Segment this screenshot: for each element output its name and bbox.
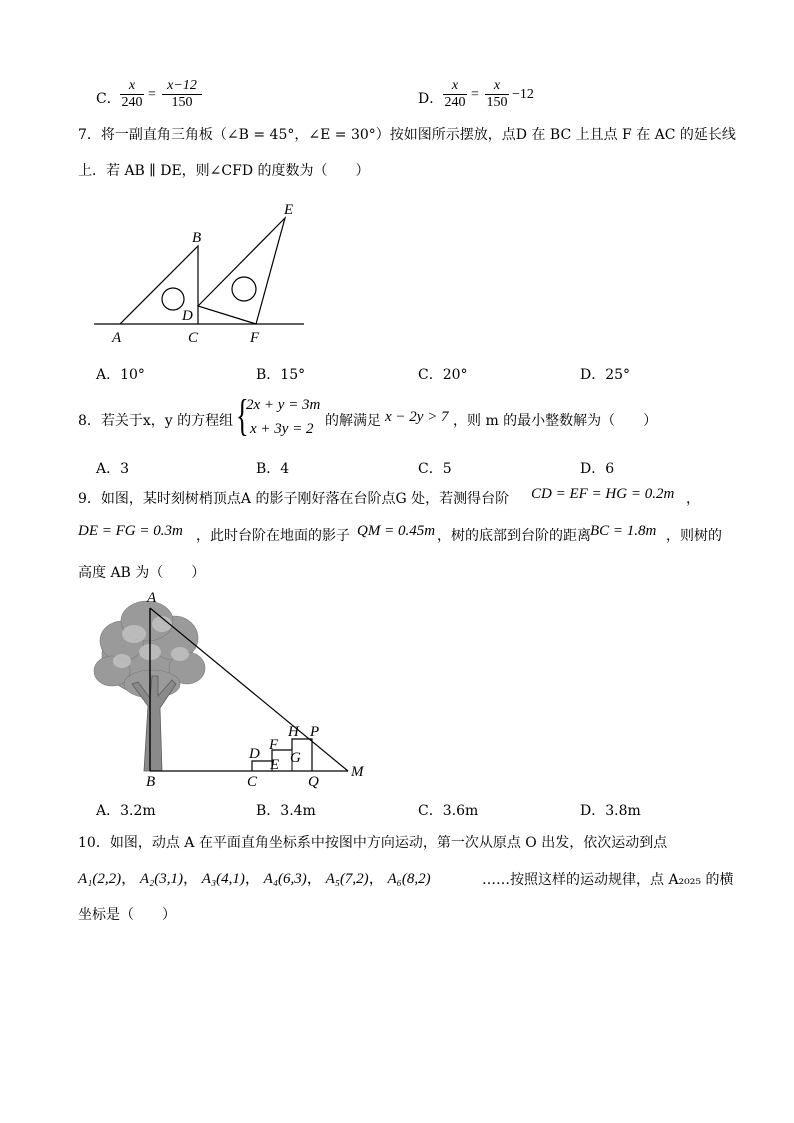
question-text: ，则树的 xyxy=(666,528,722,544)
label-a: A xyxy=(147,590,157,606)
option-d: D．3.8m xyxy=(580,803,641,819)
question-text: 高度 AB 为（ ） xyxy=(78,565,206,581)
separator: ， xyxy=(306,871,322,887)
separator: ， xyxy=(368,871,384,887)
point: A₄(6,3) xyxy=(263,871,307,887)
tree-shadow-figure xyxy=(92,586,377,796)
option-a: A．3.2m xyxy=(96,803,156,819)
math-term: −12 xyxy=(512,87,534,102)
option-c: C．20° xyxy=(418,367,468,383)
equals-sign: = xyxy=(471,87,479,102)
label-d: D xyxy=(182,308,193,324)
label-d: D xyxy=(249,746,260,762)
option-d: D．6 xyxy=(580,461,615,477)
point: A₆(8,2) xyxy=(387,871,431,887)
fraction xyxy=(162,78,202,111)
triangle-set-figure xyxy=(88,196,308,346)
label-f: F xyxy=(250,330,260,346)
label-b: B xyxy=(192,230,202,246)
label-c: C xyxy=(247,774,258,790)
label-q: Q xyxy=(308,774,319,790)
equation-2: x + 3y = 2 xyxy=(250,421,314,437)
separator: ， xyxy=(121,871,137,887)
option-b: B．4 xyxy=(256,461,290,477)
denominator: 150 xyxy=(486,95,508,110)
equals-sign: = xyxy=(148,87,156,102)
steps xyxy=(252,739,312,771)
question-text: 10．如图，动点 A 在平面直角坐标系中按图中方向运动，第一次从原点 O 出发，依次运动到点 xyxy=(78,835,668,851)
question-text: 的解满足 xyxy=(325,413,381,429)
label-e: E xyxy=(284,202,294,218)
brace: { xyxy=(236,391,249,440)
tree-trunk xyxy=(132,676,176,771)
denominator: 240 xyxy=(444,95,466,110)
option-label: D． xyxy=(418,91,444,107)
option-c: C．5 xyxy=(418,461,452,477)
point: A₁(2,2) xyxy=(78,871,122,887)
question-text: ， xyxy=(686,491,700,507)
label-f: F xyxy=(269,737,279,753)
question-text: ，此时台阶在地面的影子 xyxy=(196,528,350,544)
option-a: A．3 xyxy=(96,461,130,477)
fraction xyxy=(443,78,467,111)
condition: x − 2y > 7 xyxy=(385,409,449,425)
numerator: x−12 xyxy=(167,78,197,93)
math-expression: QM = 0.45m xyxy=(357,523,436,539)
question-text: 9．如图，某时刻树梢顶点A 的影子刚好落在台阶点G 处，若测得台阶 xyxy=(78,491,510,507)
option-a: A．10° xyxy=(96,367,145,383)
denominator: 240 xyxy=(121,95,143,110)
option-b: B．3.4m xyxy=(256,803,316,819)
label-p: P xyxy=(310,724,320,740)
math-expression: DE = FG = 0.3m xyxy=(78,523,183,539)
question-text: 7．将一副直角三角板（∠B = 45°，∠E = 30°）按如图所示摆放，点D 在 BC 上且点 F 在 AC 的延长线 xyxy=(78,127,736,143)
label-m: M xyxy=(351,764,364,780)
fraction xyxy=(120,78,144,111)
label-e: E xyxy=(270,757,280,773)
label-b: B xyxy=(146,774,156,790)
numerator: x xyxy=(451,78,459,93)
separator: ， xyxy=(244,871,260,887)
point: A₃(4,1) xyxy=(201,871,245,887)
denominator: 150 xyxy=(162,94,202,111)
question-text: 上．若 AB ∥ DE，则∠CFD 的度数为（ ） xyxy=(78,163,370,179)
question-text: 坐标是（ ） xyxy=(78,907,176,923)
triangle-hole xyxy=(162,288,184,310)
label-a: A xyxy=(112,330,122,346)
question-text: ……按照这样的运动规律，点 A₂₀₂₅ 的横 xyxy=(482,872,734,888)
point: A₂(3,1) xyxy=(139,871,184,887)
math-expression: CD = EF = HG = 0.2m xyxy=(531,486,675,502)
triangle-hole xyxy=(232,277,256,301)
option-c: C．3.6m xyxy=(418,803,479,819)
option-label: C． xyxy=(96,91,121,107)
point-list xyxy=(78,867,431,888)
question-text: ，则 m 的最小整数解为（ ） xyxy=(453,413,658,429)
numerator: x xyxy=(493,78,501,93)
question-text: 8．若关于x，y 的方程组 xyxy=(78,413,234,429)
option-d: D．25° xyxy=(580,367,631,383)
equation-1: 2x + y = 3m xyxy=(246,397,321,413)
label-g: G xyxy=(290,750,301,766)
separator: ， xyxy=(183,871,199,887)
label-c: C xyxy=(188,330,199,346)
math-expression: BC = 1.8m xyxy=(590,523,657,539)
point: A₅(7,2) xyxy=(325,871,369,887)
triangle-def xyxy=(198,218,285,324)
numerator: x xyxy=(128,78,136,93)
fraction xyxy=(485,78,509,111)
question-text: ，树的底部到台阶的距离 xyxy=(437,528,591,544)
label-h: H xyxy=(288,724,299,740)
option-b: B．15° xyxy=(256,367,306,383)
